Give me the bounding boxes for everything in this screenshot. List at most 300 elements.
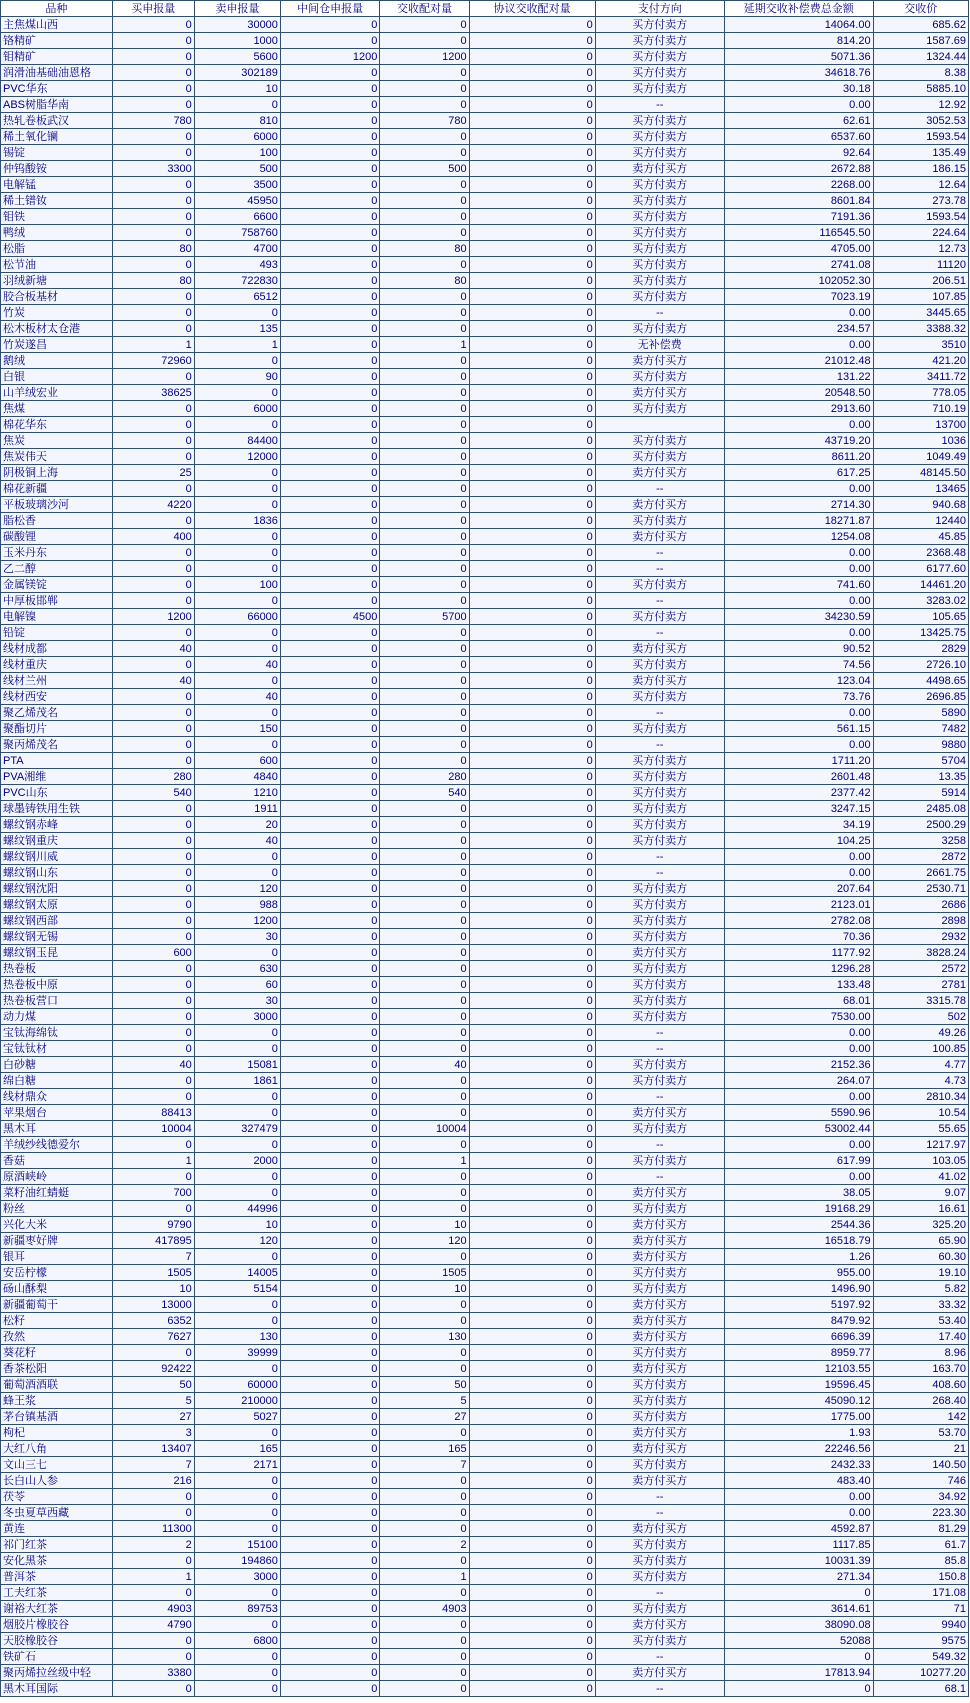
settlement-price-cell: 8.38 <box>873 65 968 81</box>
matched-quantity-cell: 1200 <box>380 49 469 65</box>
table-row <box>1 1169 969 1185</box>
settlement-price-cell: 12440 <box>873 513 968 529</box>
buy-quantity-cell: 0 <box>112 65 194 81</box>
matched-quantity-cell: 4903 <box>380 1601 469 1617</box>
buy-quantity-cell: 0 <box>112 801 194 817</box>
matched-quantity-cell: 0 <box>380 865 469 881</box>
matched-quantity-cell: 0 <box>380 577 469 593</box>
payment-direction-cell: -- <box>595 1505 724 1521</box>
matched-quantity-cell: 0 <box>380 545 469 561</box>
buy-quantity-cell: 0 <box>112 417 194 433</box>
intermediate-quantity-cell: 0 <box>280 1537 379 1553</box>
commodity-cell: 碳酸锂 <box>1 529 113 545</box>
payment-direction-cell: -- <box>595 1585 724 1601</box>
sell-quantity-cell: 0 <box>194 561 280 577</box>
table-row <box>1 1393 969 1409</box>
agreement-matched-cell: 0 <box>469 49 595 65</box>
buy-quantity-cell: 0 <box>112 1201 194 1217</box>
matched-quantity-cell: 780 <box>380 113 469 129</box>
settlement-price-cell: 778.05 <box>873 385 968 401</box>
sell-quantity-cell: 12000 <box>194 449 280 465</box>
matched-quantity-cell: 0 <box>380 1633 469 1649</box>
payment-direction-cell: -- <box>595 625 724 641</box>
payment-direction-cell: 买方付卖方 <box>595 433 724 449</box>
agreement-matched-cell: 0 <box>469 753 595 769</box>
compensation-total-cell: 21012.48 <box>724 353 873 369</box>
table-row <box>1 65 969 81</box>
buy-quantity-cell: 0 <box>112 193 194 209</box>
sell-quantity-cell: 0 <box>194 1025 280 1041</box>
settlement-price-cell: 49.26 <box>873 1025 968 1041</box>
matched-quantity-cell: 0 <box>380 817 469 833</box>
settlement-price-cell: 2368.48 <box>873 545 968 561</box>
settlement-price-cell: 1049.49 <box>873 449 968 465</box>
settlement-price-cell: 1324.44 <box>873 49 968 65</box>
table-row <box>1 321 969 337</box>
table-row <box>1 1665 969 1681</box>
sell-quantity-cell: 758760 <box>194 225 280 241</box>
settlement-price-cell: 3052.53 <box>873 113 968 129</box>
settlement-price-cell: 685.62 <box>873 17 968 33</box>
buy-quantity-cell: 38625 <box>112 385 194 401</box>
buy-quantity-cell: 13407 <box>112 1441 194 1457</box>
agreement-matched-cell: 0 <box>469 1649 595 1665</box>
agreement-matched-cell: 0 <box>469 1105 595 1121</box>
payment-direction-cell: 买方付卖方 <box>595 1345 724 1361</box>
intermediate-quantity-cell: 0 <box>280 1153 379 1169</box>
payment-direction-cell: 卖方付买方 <box>595 497 724 513</box>
intermediate-quantity-cell: 0 <box>280 689 379 705</box>
agreement-matched-cell: 0 <box>469 385 595 401</box>
payment-direction-cell: 买方付卖方 <box>595 241 724 257</box>
intermediate-quantity-cell: 0 <box>280 1441 379 1457</box>
table-row <box>1 481 969 497</box>
sell-quantity-cell: 0 <box>194 1185 280 1201</box>
payment-direction-cell: -- <box>595 1041 724 1057</box>
matched-quantity-cell: 0 <box>380 209 469 225</box>
sell-quantity-cell: 3000 <box>194 1569 280 1585</box>
intermediate-quantity-cell: 0 <box>280 865 379 881</box>
settlement-price-cell: 4498.65 <box>873 673 968 689</box>
table-row <box>1 1265 969 1281</box>
compensation-total-cell: 1711.20 <box>724 753 873 769</box>
compensation-total-cell: 90.52 <box>724 641 873 657</box>
buy-quantity-cell: 11300 <box>112 1521 194 1537</box>
matched-quantity-cell: 0 <box>380 321 469 337</box>
table-row <box>1 785 969 801</box>
payment-direction-cell: 买方付卖方 <box>595 817 724 833</box>
compensation-total-cell: 2672.88 <box>724 161 873 177</box>
compensation-total-cell: 2152.36 <box>724 1057 873 1073</box>
payment-direction-cell: 卖方付买方 <box>595 1361 724 1377</box>
commodity-cell: 电解锰 <box>1 177 113 193</box>
matched-quantity-cell: 0 <box>380 1137 469 1153</box>
table-row <box>1 1473 969 1489</box>
compensation-total-cell: 234.57 <box>724 321 873 337</box>
intermediate-quantity-cell: 0 <box>280 1617 379 1633</box>
agreement-matched-cell: 0 <box>469 65 595 81</box>
settlement-price-cell: 9880 <box>873 737 968 753</box>
settlement-price-cell: 940.68 <box>873 497 968 513</box>
sell-quantity-cell: 0 <box>194 625 280 641</box>
compensation-total-cell: 0.00 <box>724 305 873 321</box>
matched-quantity-cell: 0 <box>380 369 469 385</box>
compensation-total-cell: 22246.56 <box>724 1441 873 1457</box>
matched-quantity-cell: 0 <box>380 1585 469 1601</box>
commodity-cell: 中厚板邯郸 <box>1 593 113 609</box>
compensation-total-cell: 30.18 <box>724 81 873 97</box>
compensation-total-cell: 483.40 <box>724 1473 873 1489</box>
settlement-price-cell: 100.85 <box>873 1041 968 1057</box>
intermediate-quantity-cell: 0 <box>280 289 379 305</box>
agreement-matched-cell: 0 <box>469 289 595 305</box>
matched-quantity-cell: 0 <box>380 945 469 961</box>
commodity-cell: 铅锭 <box>1 625 113 641</box>
payment-direction-cell: 卖方付买方 <box>595 1233 724 1249</box>
matched-quantity-cell: 0 <box>380 993 469 1009</box>
agreement-matched-cell: 0 <box>469 641 595 657</box>
payment-direction-cell: 买方付卖方 <box>595 993 724 1009</box>
sell-quantity-cell: 15081 <box>194 1057 280 1073</box>
commodity-cell: 螺纹钢山东 <box>1 865 113 881</box>
settlement-price-cell: 103.05 <box>873 1153 968 1169</box>
commodity-cell: 锡锭 <box>1 145 113 161</box>
commodity-cell: 松木板材太仓港 <box>1 321 113 337</box>
settlement-price-cell: 2686 <box>873 897 968 913</box>
matched-quantity-cell: 0 <box>380 1169 469 1185</box>
compensation-total-cell: 0.00 <box>724 545 873 561</box>
settlement-price-cell: 746 <box>873 1473 968 1489</box>
sell-quantity-cell: 39999 <box>194 1345 280 1361</box>
buy-quantity-cell: 88413 <box>112 1105 194 1121</box>
table-row <box>1 417 969 433</box>
commodity-cell: 黑木耳 <box>1 1121 113 1137</box>
agreement-matched-cell: 0 <box>469 1441 595 1457</box>
agreement-matched-cell: 0 <box>469 849 595 865</box>
commodity-cell: 松节油 <box>1 257 113 273</box>
agreement-matched-cell: 0 <box>469 929 595 945</box>
payment-direction-cell: 买方付卖方 <box>595 145 724 161</box>
buy-quantity-cell: 280 <box>112 769 194 785</box>
agreement-matched-cell: 0 <box>469 97 595 113</box>
settlement-price-cell: 16.61 <box>873 1201 968 1217</box>
table-row <box>1 1441 969 1457</box>
table-row <box>1 929 969 945</box>
compensation-total-cell: 3614.61 <box>724 1601 873 1617</box>
intermediate-quantity-cell: 0 <box>280 1089 379 1105</box>
compensation-total-cell: 68.01 <box>724 993 873 1009</box>
payment-direction-cell: 买方付卖方 <box>595 1537 724 1553</box>
settlement-price-cell: 12.92 <box>873 97 968 113</box>
sell-quantity-cell: 0 <box>194 1169 280 1185</box>
payment-direction-cell: -- <box>595 561 724 577</box>
agreement-matched-cell: 0 <box>469 305 595 321</box>
table-row <box>1 609 969 625</box>
compensation-total-cell: 73.76 <box>724 689 873 705</box>
agreement-matched-cell: 0 <box>469 145 595 161</box>
buy-quantity-cell: 80 <box>112 241 194 257</box>
payment-direction-cell: 买方付卖方 <box>595 257 724 273</box>
payment-direction-cell: 买方付卖方 <box>595 721 724 737</box>
intermediate-quantity-cell: 0 <box>280 529 379 545</box>
agreement-matched-cell: 0 <box>469 897 595 913</box>
buy-quantity-cell: 80 <box>112 273 194 289</box>
commodity-cell: 聚乙烯茂名 <box>1 705 113 721</box>
compensation-total-cell: 5071.36 <box>724 49 873 65</box>
settlement-price-cell: 1593.54 <box>873 209 968 225</box>
payment-direction-cell: 卖方付买方 <box>595 1441 724 1457</box>
settlement-price-cell: 5885.10 <box>873 81 968 97</box>
buy-quantity-cell: 700 <box>112 1185 194 1201</box>
agreement-matched-cell: 0 <box>469 721 595 737</box>
compensation-total-cell: 53002.44 <box>724 1121 873 1137</box>
sell-quantity-cell: 40 <box>194 689 280 705</box>
table-row <box>1 705 969 721</box>
payment-direction-cell: 买方付卖方 <box>595 753 724 769</box>
compensation-total-cell: 7023.19 <box>724 289 873 305</box>
commodity-cell: 稀土氧化镧 <box>1 129 113 145</box>
buy-quantity-cell: 0 <box>112 1345 194 1361</box>
commodity-cell: 稀土镨钕 <box>1 193 113 209</box>
sell-quantity-cell: 0 <box>194 1297 280 1313</box>
commodity-cell: 金属镁锭 <box>1 577 113 593</box>
settlement-price-cell: 65.90 <box>873 1233 968 1249</box>
compensation-total-cell: 0.00 <box>724 1025 873 1041</box>
commodity-cell: 苹果烟台 <box>1 1105 113 1121</box>
compensation-total-cell: 7191.36 <box>724 209 873 225</box>
intermediate-quantity-cell: 0 <box>280 1265 379 1281</box>
settlement-price-cell: 10277.20 <box>873 1665 968 1681</box>
compensation-total-cell: 0 <box>724 1649 873 1665</box>
settlement-price-cell: 150.8 <box>873 1569 968 1585</box>
settlement-price-cell: 11120 <box>873 257 968 273</box>
settlement-price-cell: 81.29 <box>873 1521 968 1537</box>
sell-quantity-cell: 3000 <box>194 1009 280 1025</box>
compensation-total-cell: 19596.45 <box>724 1377 873 1393</box>
sell-quantity-cell: 60000 <box>194 1377 280 1393</box>
sell-quantity-cell: 6512 <box>194 289 280 305</box>
payment-direction-cell: -- <box>595 97 724 113</box>
buy-quantity-cell: 4220 <box>112 497 194 513</box>
compensation-total-cell: 3247.15 <box>724 801 873 817</box>
compensation-total-cell: 5590.96 <box>724 1105 873 1121</box>
matched-quantity-cell: 0 <box>380 1073 469 1089</box>
commodity-cell: 孜然 <box>1 1329 113 1345</box>
commodity-cell: 茯苓 <box>1 1489 113 1505</box>
commodity-cell: 乙二醇 <box>1 561 113 577</box>
commodity-cell: 白砂糖 <box>1 1057 113 1073</box>
sell-quantity-cell: 0 <box>194 865 280 881</box>
agreement-matched-cell: 0 <box>469 1313 595 1329</box>
settlement-price-cell: 3411.72 <box>873 369 968 385</box>
intermediate-quantity-cell: 0 <box>280 465 379 481</box>
compensation-total-cell: 104.25 <box>724 833 873 849</box>
table-row <box>1 1025 969 1041</box>
payment-direction-cell: 买方付卖方 <box>595 1393 724 1409</box>
matched-quantity-cell: 0 <box>380 465 469 481</box>
table-row <box>1 817 969 833</box>
agreement-matched-cell: 0 <box>469 1009 595 1025</box>
settlement-price-cell: 13465 <box>873 481 968 497</box>
commodity-cell: 鸭绒 <box>1 225 113 241</box>
table-row <box>1 241 969 257</box>
matched-quantity-cell: 1 <box>380 1569 469 1585</box>
commodity-cell: 白银 <box>1 369 113 385</box>
commodity-cell: 蜂王浆 <box>1 1393 113 1409</box>
intermediate-quantity-cell: 4500 <box>280 609 379 625</box>
settlement-price-cell: 421.20 <box>873 353 968 369</box>
matched-quantity-cell: 500 <box>380 161 469 177</box>
intermediate-quantity-cell: 0 <box>280 1649 379 1665</box>
table-row <box>1 369 969 385</box>
sell-quantity-cell: 3500 <box>194 177 280 193</box>
settlement-price-cell: 2781 <box>873 977 968 993</box>
payment-direction-cell: 卖方付买方 <box>595 1105 724 1121</box>
commodity-cell: 新疆枣好牌 <box>1 1233 113 1249</box>
settlement-price-cell: 13.35 <box>873 769 968 785</box>
agreement-matched-cell: 0 <box>469 1217 595 1233</box>
payment-direction-cell: 买方付卖方 <box>595 401 724 417</box>
compensation-total-cell: 617.25 <box>724 465 873 481</box>
buy-quantity-cell: 4790 <box>112 1617 194 1633</box>
table-row <box>1 945 969 961</box>
settlement-price-cell: 13700 <box>873 417 968 433</box>
compensation-total-cell: 2782.08 <box>724 913 873 929</box>
sell-quantity-cell: 1836 <box>194 513 280 529</box>
commodity-cell: 焦炭伟天 <box>1 449 113 465</box>
intermediate-quantity-cell: 0 <box>280 945 379 961</box>
table-row <box>1 593 969 609</box>
agreement-matched-cell: 0 <box>469 257 595 273</box>
payment-direction-cell: 买方付卖方 <box>595 897 724 913</box>
settlement-price-cell: 12.73 <box>873 241 968 257</box>
commodity-cell: 主焦煤山西 <box>1 17 113 33</box>
sell-quantity-cell: 6000 <box>194 401 280 417</box>
settlement-price-cell: 17.40 <box>873 1329 968 1345</box>
compensation-total-cell: 0.00 <box>724 849 873 865</box>
intermediate-quantity-cell: 0 <box>280 1569 379 1585</box>
intermediate-quantity-cell: 0 <box>280 1489 379 1505</box>
payment-direction-cell: 买方付卖方 <box>595 609 724 625</box>
agreement-matched-cell: 0 <box>469 17 595 33</box>
commodity-cell: 宝钛海绵钛 <box>1 1025 113 1041</box>
agreement-matched-cell: 0 <box>469 1457 595 1473</box>
matched-quantity-cell: 0 <box>380 145 469 161</box>
intermediate-quantity-cell: 0 <box>280 145 379 161</box>
settlement-price-cell: 171.08 <box>873 1585 968 1601</box>
intermediate-quantity-cell: 0 <box>280 1345 379 1361</box>
matched-quantity-cell: 0 <box>380 193 469 209</box>
table-row <box>1 177 969 193</box>
commodity-cell: PVC山东 <box>1 785 113 801</box>
payment-direction-cell: 买方付卖方 <box>595 1633 724 1649</box>
compensation-total-cell: 2913.60 <box>724 401 873 417</box>
settlement-price-cell: 2726.10 <box>873 657 968 673</box>
compensation-total-cell: 8601.84 <box>724 193 873 209</box>
payment-direction-cell: 买方付卖方 <box>595 289 724 305</box>
commodity-cell: 铁矿石 <box>1 1649 113 1665</box>
buy-quantity-cell: 0 <box>112 1505 194 1521</box>
payment-direction-cell: 买方付卖方 <box>595 17 724 33</box>
settlement-price-cell: 53.70 <box>873 1425 968 1441</box>
commodity-cell: 原酒峡岭 <box>1 1169 113 1185</box>
agreement-matched-cell: 0 <box>469 1121 595 1137</box>
agreement-matched-cell: 0 <box>469 1633 595 1649</box>
table-row <box>1 353 969 369</box>
commodity-cell: 热轧卷板武汉 <box>1 113 113 129</box>
table-row <box>1 1457 969 1473</box>
buy-quantity-cell: 0 <box>112 33 194 49</box>
intermediate-quantity-cell: 0 <box>280 593 379 609</box>
agreement-matched-cell: 0 <box>469 657 595 673</box>
compensation-total-cell: 814.20 <box>724 33 873 49</box>
table-row <box>1 1425 969 1441</box>
payment-direction-cell: 买方付卖方 <box>595 657 724 673</box>
intermediate-quantity-cell: 0 <box>280 1361 379 1377</box>
intermediate-quantity-cell: 0 <box>280 1505 379 1521</box>
matched-quantity-cell: 0 <box>380 657 469 673</box>
sell-quantity-cell: 0 <box>194 353 280 369</box>
commodity-cell: 螺纹钢赤峰 <box>1 817 113 833</box>
payment-direction-cell: 买方付卖方 <box>595 1265 724 1281</box>
agreement-matched-cell: 0 <box>469 1089 595 1105</box>
commodity-cell: 棉花新疆 <box>1 481 113 497</box>
payment-direction-cell: 买方付卖方 <box>595 113 724 129</box>
intermediate-quantity-cell: 0 <box>280 1009 379 1025</box>
settlement-price-cell: 3258 <box>873 833 968 849</box>
settlement-price-cell: 5890 <box>873 705 968 721</box>
settlement-price-cell: 135.49 <box>873 145 968 161</box>
commodity-cell: 竹炭遂昌 <box>1 337 113 353</box>
sell-quantity-cell: 6600 <box>194 209 280 225</box>
matched-quantity-cell: 10 <box>380 1281 469 1297</box>
commodity-cell: 宝钛钛材 <box>1 1041 113 1057</box>
agreement-matched-cell: 0 <box>469 1585 595 1601</box>
matched-quantity-cell: 0 <box>380 737 469 753</box>
table-row <box>1 689 969 705</box>
commodity-cell: 工夫红茶 <box>1 1585 113 1601</box>
table-row <box>1 1089 969 1105</box>
settlement-price-cell: 53.40 <box>873 1313 968 1329</box>
table-row <box>1 1153 969 1169</box>
matched-quantity-cell: 0 <box>380 353 469 369</box>
buy-quantity-cell: 540 <box>112 785 194 801</box>
settlement-price-cell: 3510 <box>873 337 968 353</box>
matched-quantity-cell: 0 <box>380 1473 469 1489</box>
commodity-cell: 砀山酥梨 <box>1 1281 113 1297</box>
table-row <box>1 673 969 689</box>
sell-quantity-cell: 40 <box>194 657 280 673</box>
buy-quantity-cell: 600 <box>112 945 194 961</box>
agreement-matched-cell: 0 <box>469 1329 595 1345</box>
sell-quantity-cell: 0 <box>194 465 280 481</box>
agreement-matched-cell: 0 <box>469 1153 595 1169</box>
payment-direction-cell: 买方付卖方 <box>595 1121 724 1137</box>
payment-direction-cell: 买方付卖方 <box>595 801 724 817</box>
matched-quantity-cell: 0 <box>380 593 469 609</box>
buy-quantity-cell: 0 <box>112 881 194 897</box>
payment-direction-cell: 买方付卖方 <box>595 769 724 785</box>
commodity-cell: PTA <box>1 753 113 769</box>
commodity-cell: 山羊绒宏业 <box>1 385 113 401</box>
table-row <box>1 577 969 593</box>
agreement-matched-cell: 0 <box>469 769 595 785</box>
commodity-cell: 烟胶片橡胶谷 <box>1 1617 113 1633</box>
payment-direction-cell: 买方付卖方 <box>595 1201 724 1217</box>
table-row <box>1 1313 969 1329</box>
agreement-matched-cell: 0 <box>469 993 595 1009</box>
payment-direction-cell: 买方付卖方 <box>595 1457 724 1473</box>
